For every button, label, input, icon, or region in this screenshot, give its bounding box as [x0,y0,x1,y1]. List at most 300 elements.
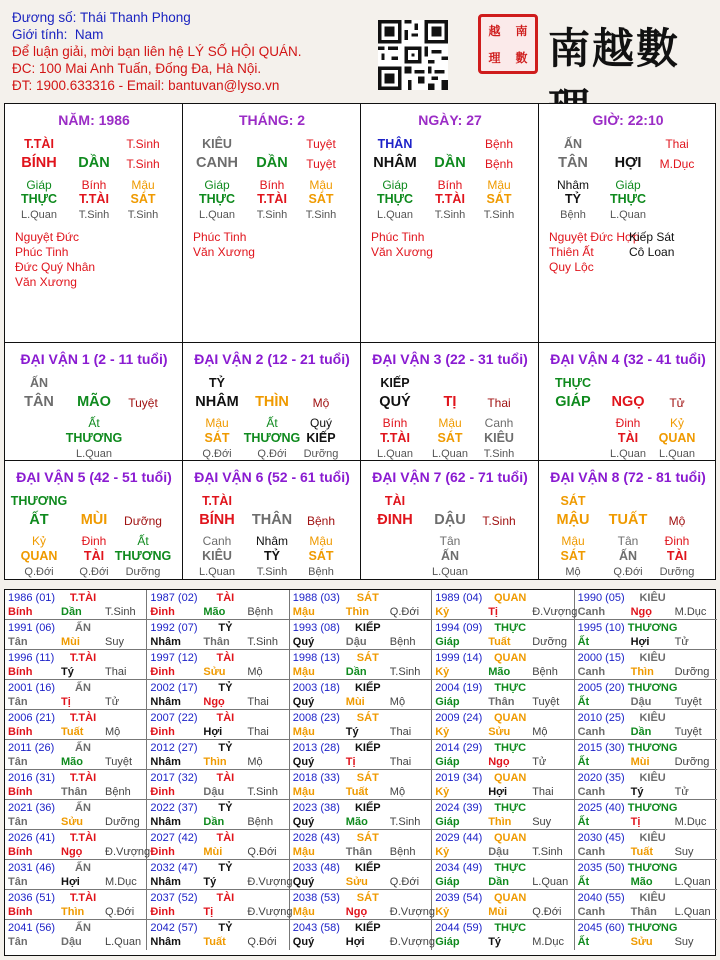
hidden-stage: L.Quan [609,209,647,221]
year-label: 2004 (19) [435,682,483,694]
year-stage: Đ.Vượng [532,606,578,618]
hidden-stem: Giáp [382,178,408,192]
pillar-column [183,104,361,342]
year-stage: Suy [674,846,694,858]
pillar-star: Nguyệt Đức Hợp [549,230,640,244]
year-label: 1992 (07) [150,622,198,634]
year-branch: Mão [630,876,653,888]
pillar-branch-stage: M.Dục [659,157,695,171]
dai-van-stage: Bệnh [306,514,336,528]
year-label: 1996 (11) [8,652,55,664]
address-line: ĐC: 100 Mai Anh Tuấn, Đống Đa, Hà Nội. [12,61,262,76]
dai-van-hidden-stage: L.Quan [198,566,236,578]
pillar-column [539,104,717,342]
year-stage: Q.Đới [247,846,277,858]
pillar-top-stage: Tuyệt [306,137,336,151]
annual-luck-grid [4,589,716,956]
year-stage: Bệnh [105,786,131,798]
dai-van-cell [5,461,183,579]
hidden-stem: Bính [259,178,285,192]
year-stage: Dưỡng [674,756,710,768]
hidden-stage: T.Sinh [483,209,515,221]
year-stem: Mậu [292,606,315,618]
year-stem: Đinh [150,846,175,858]
year-stem: Nhâm [150,636,181,648]
year-cell [5,800,147,830]
pillar-star: Phúc Tinh [371,230,425,244]
year-label: 2009 (24) [435,712,483,724]
dai-van-cell [183,461,361,579]
dai-van-hidden-stem: Ất [88,416,100,430]
year-branch: Thìn [61,906,85,918]
year-god: THƯƠNG [627,922,678,934]
year-cell [5,680,147,710]
year-god: QUAN [493,772,527,784]
year-label: 1993 (08) [292,622,340,634]
year-label: 2003 (18) [292,682,340,694]
dai-van-god: SÁT [560,494,586,508]
dai-van-hidden-god: ẤN [618,549,638,563]
year-branch: Dần [203,816,225,828]
year-label: 2041 (56) [8,922,56,934]
qr-code-icon [378,20,448,90]
year-label: 2040 (55) [577,892,625,904]
dai-van-hidden-stage: L.Quan [75,448,113,460]
dai-van-title: ĐẠI VẬN 2 (12 - 21 tuổi) [194,351,350,367]
year-branch: Mùi [630,756,650,768]
dai-van-hidden-god: SÁT [308,549,334,563]
year-god: THƯƠNG [627,742,678,754]
year-label: 1991 (06) [8,622,56,634]
dai-van-hidden-stem: Kỷ [669,416,685,430]
pillar-star-right: Cô Loan [629,245,675,259]
year-branch: Hợi [345,936,365,948]
year-branch: Sửu [61,816,84,828]
year-stage: Tuyệt [674,696,702,708]
year-stem: Mậu [292,846,315,858]
hidden-stem: Giáp [204,178,230,192]
year-label: 2012 (27) [150,742,198,754]
year-stem: Tân [8,936,28,948]
year-branch: Dậu [61,936,82,948]
year-label: 2000 (15) [577,652,625,664]
year-stage: Thai [247,726,269,738]
year-god: THỰC [494,922,527,934]
year-label: 2006 (21) [8,712,56,724]
dai-van-stem: QUÝ [379,394,411,410]
year-stem: Mậu [292,786,315,798]
year-stage: Bệnh [389,846,416,858]
dai-van-hidden-stem: Canh [484,416,514,430]
year-branch: Dậu [203,786,225,798]
four-pillars-panel [4,103,716,343]
year-branch: Thân [488,696,515,708]
year-cell [5,920,147,950]
year-stem: Mậu [292,906,315,918]
dai-van-hidden-god: SÁT [204,431,230,445]
dai-van-hidden-stage: L.Quan [658,448,696,460]
year-branch: Mão [488,666,511,678]
year-god: TỶ [218,922,233,934]
dai-van-hidden-god: KIẾP [306,431,336,445]
year-cell [5,710,147,740]
pillar-top-god: THÂN [377,137,413,151]
year-stage: Thai [247,696,269,708]
dai-van-stem: ẤT [29,512,49,528]
year-god: THƯƠNG [627,802,678,814]
year-cell [147,830,289,860]
year-god: KIẾP [354,742,381,754]
dai-van-cell [5,343,183,461]
dai-van-hidden-stage: Mộ [565,566,581,578]
year-label: 2042 (57) [150,922,198,934]
year-god: TỶ [218,862,233,874]
year-cell [290,860,432,890]
year-cell [147,620,289,650]
hidden-stage: T.Sinh [305,209,337,221]
year-stage: Tử [674,636,689,648]
year-god: T.TÀI [69,832,97,844]
hidden-stage: T.Sinh [256,209,288,221]
year-stem: Đinh [150,786,175,798]
year-stem: Ất [577,696,590,708]
dai-van-hidden-god: SÁT [437,431,463,445]
year-stem: Tân [8,876,28,888]
dai-van-hidden-god: QUAN [658,431,696,445]
pillar-star: Văn Xương [15,275,77,289]
year-label: 2007 (22) [150,712,198,724]
year-branch: Tý [203,876,217,888]
year-stage: Dưỡng [105,816,140,828]
dai-van-stage: Dưỡng [124,514,162,528]
dai-van-hidden-stem: Đinh [664,534,690,548]
hidden-god: TỶ [565,192,581,206]
year-god: KIẾP [354,862,381,874]
year-branch: Thìn [203,756,227,768]
pillar-stem: CANH [196,155,238,171]
hidden-god: THỰC [198,192,236,206]
year-cell [5,860,147,890]
year-stem: Canh [577,846,606,858]
year-label: 2045 (60) [577,922,625,934]
year-stage: L.Quan [674,906,711,918]
dai-van-hidden-stem: Đinh [615,416,641,430]
year-cell [5,740,147,770]
year-label: 2037 (52) [150,892,198,904]
year-stem: Tân [8,636,28,648]
name-line [12,9,301,26]
year-stage: Q.Đới [389,876,420,888]
year-stem: Quý [292,816,315,828]
year-stage: Q.Đới [532,906,562,918]
hidden-god: THỰC [20,192,58,206]
pillar-title: NGÀY: 27 [418,112,482,128]
dai-van-hidden-stage: Dưỡng [125,566,161,578]
hidden-stem: Mậu [487,178,511,192]
year-label: 2019 (34) [435,772,483,784]
year-stem: Kỷ [435,606,450,618]
year-stem: Đinh [150,906,175,918]
year-cell [575,710,717,740]
year-cell [5,890,147,920]
year-branch: Sửu [488,726,511,738]
year-stage: Đ.Vượng [247,906,293,918]
year-stem: Bính [8,846,33,858]
year-label: 1989 (04) [435,592,483,604]
hidden-stage: T.Sinh [434,209,466,221]
year-god: TỶ [218,682,233,694]
year-stage: Suy [105,636,124,648]
year-god: THỰC [494,682,527,694]
header [12,9,301,94]
dai-van-branch: THÂN [251,512,293,528]
dai-van-stem: ĐINH [377,512,413,528]
year-branch: Tị [488,606,498,618]
dai-van-hidden-stem: Bính [382,416,408,430]
year-stem: Quý [292,696,315,708]
pillar-top-god: T.TÀI [24,137,54,151]
year-cell [432,650,574,680]
dai-van-hidden-god: THƯƠNG [65,431,123,445]
year-branch: Thân [345,846,373,858]
dai-van-stem: MẬU [556,512,590,528]
year-stem: Kỷ [435,666,450,678]
dai-van-hidden-stage: T.Sinh [256,566,288,578]
year-cell [290,920,435,950]
year-stage: Tử [674,786,689,798]
year-god: THƯƠNG [627,622,678,634]
year-god: TỶ [218,802,233,814]
year-stage: Mộ [389,696,406,708]
year-label: 2011 (26) [8,742,55,754]
pillar-title: GIỜ: 22:10 [592,112,664,128]
year-god: TÀI [216,892,235,904]
pillar-branch: DẦN [78,155,110,171]
year-stage: Đ.Vượng [105,846,151,858]
year-stage: Q.Đới [105,906,135,918]
pillar-branch: DẦN [434,155,466,171]
year-stage: T.Sinh [532,846,563,858]
year-branch: Ngọ [488,756,510,768]
year-branch: Dần [345,666,367,678]
year-cell [432,620,574,650]
year-stem: Bính [8,726,33,738]
year-stem: Tân [8,696,28,708]
year-stem: Nhâm [150,876,181,888]
dai-van-branch: MÙI [80,512,108,528]
year-cell [290,770,432,800]
year-cell [290,590,432,620]
year-stem: Kỷ [435,906,450,918]
year-branch: Tuất [61,726,84,738]
year-stem: Giáp [435,876,460,888]
dai-van-hidden-stem: Ất [266,416,278,430]
year-branch: Hợi [61,876,80,888]
year-branch: Mùi [345,696,365,708]
year-cell [5,590,147,620]
pillar-top-stage: Thai [665,137,689,151]
seal-char-4: 數 [515,51,528,65]
year-stage: Dưỡng [532,636,567,648]
year-label: 2005 (20) [577,682,625,694]
pillar-branch-stage: Tuyệt [306,157,336,171]
year-branch: Tuất [488,636,511,648]
year-branch: Thân [61,786,88,798]
year-cell [575,830,717,860]
year-god: TỶ [218,622,233,634]
pillar-top-stage: T.Sinh [126,137,160,151]
hidden-god: T.TÀI [79,192,109,206]
hidden-stem: Nhâm [556,178,590,192]
year-label: 2022 (37) [150,802,198,814]
pillar-column [5,104,183,342]
year-cell [290,890,435,920]
year-label: 2025 (40) [577,802,625,814]
year-label: 2035 (50) [577,862,625,874]
dai-van-cell [539,343,717,461]
dai-van-panel [4,342,716,580]
year-label: 2021 (36) [8,802,56,814]
year-god: TÀI [216,652,235,664]
year-stem: Mậu [292,726,315,738]
hidden-stage: Bệnh [560,209,586,221]
pillar-top-god: ẤN [563,137,583,151]
year-stage: Dưỡng [674,666,710,678]
year-branch: Hợi [203,726,223,738]
year-branch: Tuất [345,786,369,798]
year-branch: Mùi [203,846,223,858]
dai-van-hidden-stage: Q.Đới [24,566,54,578]
year-label: 2029 (44) [435,832,483,844]
year-cell [432,890,574,920]
year-stage: Thai [532,786,554,798]
year-label: 1994 (09) [435,622,483,634]
dai-van-hidden-stem: Mậu [309,534,333,548]
year-branch: Thân [630,906,657,918]
year-god: QUAN [493,712,527,724]
year-branch: Dậu [630,696,652,708]
year-label: 1990 (05) [577,592,625,604]
dai-van-stem: TÂN [24,394,54,410]
gender-line [12,26,301,43]
year-god: KIÊU [639,892,666,904]
year-stage: L.Quan [105,936,142,948]
year-stage: Q.Đới [389,606,420,618]
year-god: TÀI [216,832,235,844]
year-stage: Thai [389,756,412,768]
year-stage: T.Sinh [389,666,421,678]
year-god: TỶ [218,742,233,754]
year-cell [432,920,574,950]
year-cell [147,710,289,740]
year-branch: Tý [61,666,74,678]
dai-van-stem: GIÁP [555,394,591,410]
year-stem: Quý [292,636,315,648]
year-god: THỰC [494,802,527,814]
dai-van-branch: DẬU [434,512,466,528]
year-cell [147,770,289,800]
hidden-stage: L.Quan [376,209,414,221]
pillar-star: Quy Lộc [549,260,594,274]
year-branch: Sửu [203,666,226,678]
year-cell [575,770,717,800]
year-stage: Mộ [247,666,263,678]
year-stage: M.Dục [532,936,564,948]
dai-van-god: T.TÀI [202,494,232,508]
year-label: 2031 (46) [8,862,56,874]
dai-van-hidden-stage: Q.Đới [613,566,643,578]
year-branch: Tuất [203,936,226,948]
year-stem: Bính [8,606,33,618]
name-value: Thái Thanh Phong [79,10,191,25]
year-stem: Giáp [435,816,460,828]
year-cell [147,800,289,830]
hidden-stage: T.Sinh [78,209,110,221]
year-label: 2039 (54) [435,892,483,904]
year-god: TÀI [216,712,235,724]
hidden-stem: Mậu [131,178,155,192]
dai-van-stage: Mộ [312,396,330,410]
year-label: 2017 (32) [150,772,198,784]
year-stem: Quý [292,756,315,768]
dai-van-title: ĐẠI VẬN 1 (2 - 11 tuổi) [20,351,168,367]
year-cell [432,770,574,800]
phone-email-line: ĐT: 1900.633316 - Email: bantuvan@lyso.vn [12,78,280,93]
year-branch: Tý [630,786,644,798]
year-stem: Tân [8,816,28,828]
year-stage: Đ.Vượng [389,936,435,948]
dai-van-god: THỰC [554,376,592,390]
year-stem: Canh [577,666,606,678]
year-god: KIÊU [639,772,666,784]
year-cell [147,680,289,710]
year-stage: L.Quan [674,876,711,888]
pillar-star: Phúc Tinh [15,245,69,259]
year-god: T.TÀI [69,652,97,664]
year-branch: Tý [345,726,359,738]
dai-van-branch: NGỌ [611,394,645,410]
year-god: KIÊU [639,652,666,664]
year-label: 1986 (01) [8,592,56,604]
year-label: 1997 (12) [150,652,198,664]
year-branch: Thìn [345,606,370,618]
year-branch: Dần [488,876,509,888]
year-stem: Kỷ [435,786,450,798]
year-stem: Bính [8,906,33,918]
hidden-stem: Giáp [26,178,52,192]
year-label: 2001 (16) [8,682,56,694]
year-stem: Ất [577,816,590,828]
year-cell [432,680,574,710]
year-branch: Dậu [488,846,509,858]
year-label: 2002 (17) [150,682,198,694]
year-cell [290,650,432,680]
dai-van-title: ĐẠI VẬN 5 (42 - 51 tuổi) [16,469,172,485]
pillar-branch-stage: T.Sinh [126,157,160,171]
year-god: QUAN [493,652,527,664]
year-cell [432,710,574,740]
dai-van-title: ĐẠI VẬN 3 (22 - 31 tuổi) [372,351,528,367]
year-stem: Bính [8,786,33,798]
year-cell [147,860,293,890]
dai-van-stage: Tử [669,396,685,410]
dai-van-branch: MÃO [77,394,111,410]
hidden-stem: Bính [437,178,463,192]
year-label: 1995 (10) [577,622,625,634]
year-stage: M.Dục [105,876,137,888]
year-cell [290,710,432,740]
year-branch: Dần [630,726,652,738]
